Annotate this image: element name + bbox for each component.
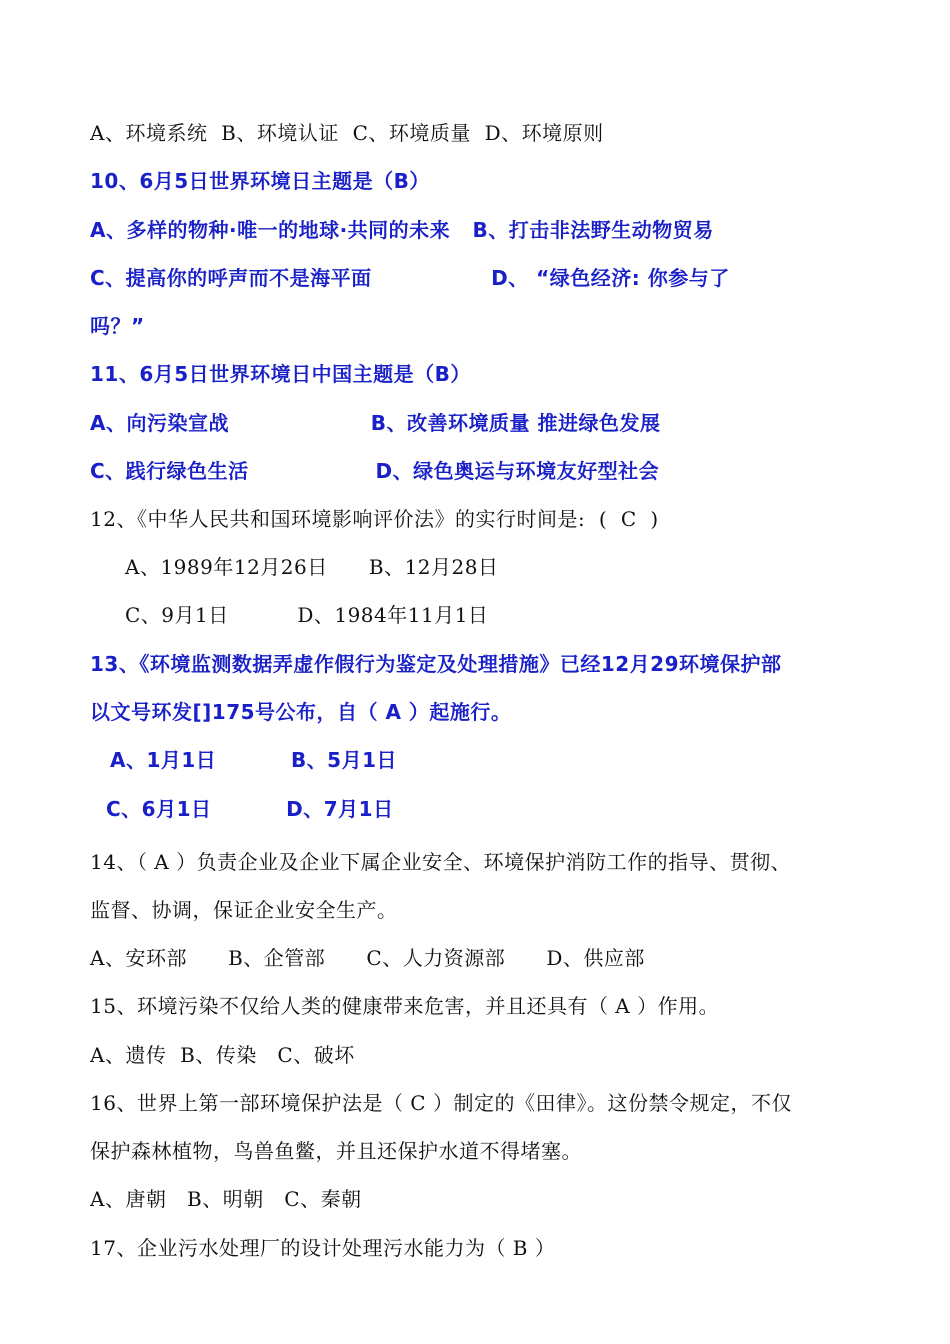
q13-question: 13、《环境监测数据弄虚作假行为鉴定及处理措施》已经12月29环境保护部 xyxy=(90,652,782,676)
q16-options: A、唐朝 B、明朝 C、秦朝 xyxy=(90,1187,362,1211)
q15-options: A、遗传 B、传染 C、破坏 xyxy=(90,1043,355,1067)
q17-question: 17、企业污水处理厂的设计处理污水能力为（ B ） xyxy=(90,1236,556,1260)
q10-options-cont: 吗？” xyxy=(90,314,145,338)
q10-options-cd: C、提高你的呼声而不是海平面 D、 “绿色经济: 你参与了 xyxy=(90,266,730,290)
q11-options-ab: A、向污染宣战 B、改善环境质量 推进绿色发展 xyxy=(90,411,661,435)
q12-question: 12、《中华人民共和国环境影响评价法》的实行时间是: ( C ) xyxy=(90,507,659,531)
q14-question-cont: 监督、协调，保证企业安全生产。 xyxy=(90,898,398,922)
q14-question: 14、（ A ）负责企业及企业下属企业安全、环境保护消防工作的指导、贯彻、 xyxy=(90,850,792,874)
q11-question: 11、6月5日世界环境日中国主题是（B） xyxy=(90,362,471,386)
q16-question: 16、世界上第一部环境保护法是（ C ）制定的《田律》。这份禁令规定，不仅 xyxy=(90,1091,792,1115)
q15-question: 15、环境污染不仅给人类的健康带来危害，并且还具有（ A ）作用。 xyxy=(90,994,720,1018)
q10-question: 10、6月5日世界环境日主题是（B） xyxy=(90,169,430,193)
q9-options: A、环境系统 B、环境认证 C、环境质量 D、环境原则 xyxy=(90,121,604,145)
q16-question-cont: 保护森林植物，鸟兽鱼鳖，并且还保护水道不得堵塞。 xyxy=(90,1139,582,1163)
q14-options: A、安环部 B、企管部 C、人力资源部 D、供应部 xyxy=(90,946,645,970)
q12-options-cd: C、9月1日 D、1984年11月1日 xyxy=(125,603,489,627)
q12-options-ab: A、1989年12月26日 B、12月28日 xyxy=(125,555,499,579)
q13-options-ab: A、1月1日 B、5月1日 xyxy=(110,748,398,772)
q11-options-cd: C、践行绿色生活 D、绿色奥运与环境友好型社会 xyxy=(90,459,660,483)
q13-question-cont: 以文号环发[]175号公布，自（ A ）起施行。 xyxy=(90,700,512,724)
q13-options-cd: C、6月1日 D、7月1日 xyxy=(106,797,394,821)
q10-options-ab: A、多样的物种·唯一的地球·共同的未来 B、打击非法野生动物贸易 xyxy=(90,218,714,242)
